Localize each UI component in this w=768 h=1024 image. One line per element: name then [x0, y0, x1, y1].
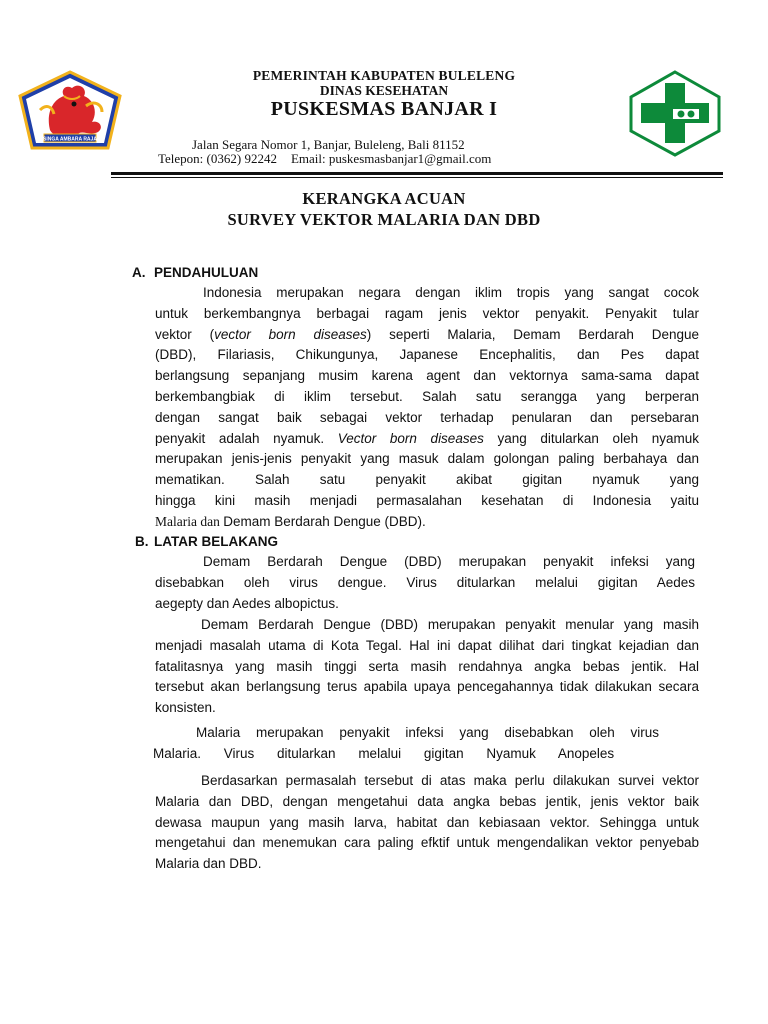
section-a-body — [155, 283, 699, 533]
text-line: merupakan jenis-jenis penyakit yang masuk dalam golongan paling berbahaya dan — [155, 451, 699, 467]
text-line: Malaria dan DBD, dengan mengetahui data angka bebas jentik, jenis vektor baik — [155, 793, 699, 809]
letterhead-rule-thick — [111, 172, 723, 175]
kop-line-puskesmas: PUSKESMAS BANJAR I — [270, 98, 498, 120]
text-line: Malaria merupakan penyakit infeksi yang disebabkan oleh virus — [196, 725, 659, 740]
kop-line-department: DINAS KESEHATAN — [319, 83, 449, 98]
section-a-letter: A. — [132, 265, 146, 280]
text-line: dewasa maupun yang masih larva, habitat dan kebiasaan vektor. Sehingga untuk — [155, 814, 699, 830]
section-b-paragraph-4 — [155, 771, 699, 875]
text-line: konsisten. — [155, 700, 216, 716]
text-line: vektor (vector born diseases) seperti Malaria, Demam Berdarah Dengue — [155, 326, 699, 342]
section-b-title: LATAR BELAKANG — [154, 534, 278, 549]
kop-phone: Telepon: (0362) 92242 — [158, 151, 277, 166]
text-line: Malaria dan DBD. — [155, 856, 262, 872]
kop-line-government: PEMERINTAH KABUPATEN BULELENG — [252, 68, 516, 83]
text-line: Indonesia merupakan negara dengan iklim tropis yang sangat cocok — [203, 285, 699, 300]
text-line: berlangsung sepanjang musim karena agent dan vektornya sama-sama dapat — [155, 368, 699, 384]
section-b-paragraph-2 — [155, 615, 699, 719]
text-line: tersebut akan berlangsung terus apabila upaya pencegahannya tidak dilakukan secara — [155, 679, 699, 695]
section-b-paragraph-3 — [153, 723, 659, 765]
text-line: Malaria dan Demam Berdarah Dengue (DBD). — [155, 513, 426, 529]
text-line: mengetahui dan menemukan cara paling efktif untuk mengendalikan vektor penyebab — [155, 835, 699, 851]
section-b-letter: B. — [135, 534, 149, 549]
text-line: aegepty dan Aedes albopictus. — [155, 595, 339, 611]
text-line: Demam Berdarah Dengue (DBD) merupakan penyakit menular yang masih — [201, 617, 699, 632]
document-title: KERANGKA ACUAN — [302, 189, 466, 208]
text-line: dengan sangat baik sebagai vektor terhadap penularan dan persebaran — [155, 409, 699, 425]
text-line: Berdasarkan permasalah tersebut di atas maka perlu dilakukan survei vektor — [201, 773, 699, 788]
document-subtitle: SURVEY VEKTOR MALARIA DAN DBD — [227, 210, 541, 229]
letterhead-rule-thin — [111, 177, 723, 178]
text-line: fatalitasnya yang masih tinggi serta masih rendahnya angka bebas jentik. Hal — [155, 658, 699, 674]
buleleng-crest-icon — [16, 70, 124, 156]
text-line: Demam Berdarah Dengue (DBD) merupakan penyakit infeksi yang — [203, 554, 695, 569]
kop-address: Jalan Segara Nomor 1, Banjar, Buleleng, Bali 81152 — [192, 137, 465, 152]
text-line: (DBD), Filariasis, Chikungunya, Japanese Encephalitis, dan Pes dapat — [155, 347, 699, 363]
text-line: berkembangbiak di iklim tersebut. Salah satu serangga yang berperan — [155, 388, 699, 404]
section-b-heading — [135, 534, 278, 549]
text-line: disebabkan oleh virus dengue. Virus ditularkan melalui gigitan Aedes — [155, 574, 695, 590]
kop-contact — [158, 151, 491, 167]
text-line: untuk berkembangnya berbagai ragam jenis vektor penyakit. Penyakit tular — [155, 305, 699, 321]
section-a-title: PENDAHULUAN — [154, 265, 259, 280]
text-line: hingga kini masih menjadi permasalahan kesehatan di Indonesia yaitu — [155, 492, 699, 508]
section-a-heading — [132, 265, 258, 280]
text-line: menjadi masalah utama di Kota Tegal. Hal ini dapat dilihat dari tingkat kejadian dan — [155, 637, 699, 653]
text-line: penyakit adalah nyamuk. Vector born diseases yang ditularkan oleh nyamuk — [155, 430, 699, 446]
text-line: Malaria. Virus ditularkan melalui gigitan Nyamuk Anopeles — [153, 745, 615, 761]
crest-motto: SINGA AMBARA RAJA — [43, 136, 97, 143]
kop-email: Email: puskesmasbanjar1@gmail.com — [290, 151, 492, 166]
text-line: mematikan. Salah satu penyakit akibat gigitan nyamuk yang — [155, 472, 699, 488]
puskesmas-cross-icon — [627, 69, 723, 158]
section-b-paragraph-1 — [155, 552, 695, 614]
